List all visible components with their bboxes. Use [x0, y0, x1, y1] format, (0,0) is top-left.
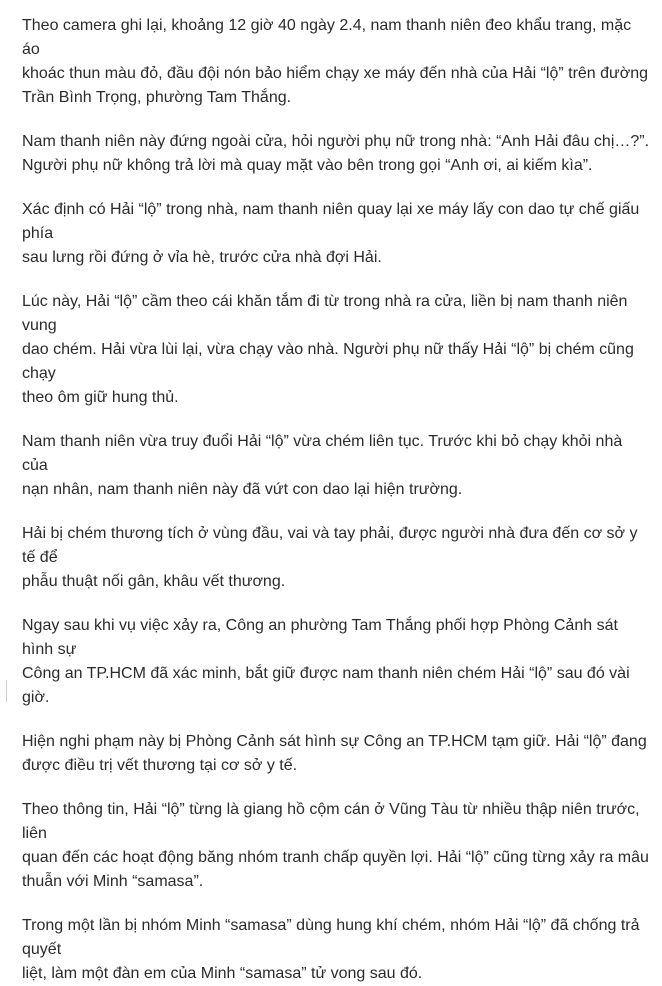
article-paragraph: Ngay sau khi vụ việc xảy ra, Công an phường Tam Thắng phối hợp Phòng Cảnh sát hình sự Công an TP.HCM đã xác minh, bắt giữ được nam thanh niên chém Hải “lộ” sau đó vài giờ.	[22, 617, 630, 706]
article-paragraph: Theo thông tin, Hải “lộ” từng là giang hồ cộm cán ở Vũng Tàu từ nhiều thập niên trước, liên quan đến các hoạt động băng nhóm tranh chấp quyền lợi. Hải “lộ” cũng từng xảy ra mâu thuẫn với Minh “samasa”.	[22, 801, 649, 890]
article-paragraph: Nam thanh niên vừa truy đuổi Hải “lộ” vừa chém liên tục. Trước khi bỏ chạy khỏi nhà của nạn nhân, nam thanh niên này đã vứt con dao lại hiện trường.	[22, 433, 623, 498]
article-paragraph: Xác định có Hải “lộ” trong nhà, nam thanh niên quay lại xe máy lấy con dao tự chế giấu phía sau lưng rồi đứng ở vỉa hè, trước cửa nhà đợi Hải.	[22, 201, 640, 266]
article-paragraph: Hiện nghi phạm này bị Phòng Cảnh sát hình sự Công an TP.HCM tạm giữ. Hải “lộ” đang được điều trị vết thương tại cơ sở y tế.	[22, 733, 647, 774]
article-paragraph: Theo camera ghi lại, khoảng 12 giờ 40 ngày 2.4, nam thanh niên đeo khẩu trang, mặc áo khoác thun màu đỏ, đầu đội nón bảo hiểm chạy xe máy đến nhà của Hải “lộ” trên đường Trần Bình Trọng, phường Tam Thắng.	[22, 17, 649, 106]
article-paragraph: Trong một lần bị nhóm Minh “samasa” dùng hung khí chém, nhóm Hải “lộ” đã chống trả quyết liệt, làm một đàn em của Minh “samasa” tử vong sau đó.	[22, 917, 640, 982]
article-body	[22, 14, 650, 986]
article-paragraph: Lúc này, Hải “lộ” cầm theo cái khăn tắm đi từ trong nhà ra cửa, liền bị nam thanh niên vung dao chém. Hải vừa lùi lại, vừa chạy vào nhà. Người phụ nữ thấy Hải “lộ” bị chém cũng chạy theo ôm giữ hung thủ.	[22, 293, 634, 406]
left-edge-divider	[6, 680, 7, 702]
article-paragraph: Hải bị chém thương tích ở vùng đầu, vai và tay phải, được người nhà đưa đến cơ sở y tế để phẫu thuật nối gân, khâu vết thương.	[22, 525, 638, 590]
article-paragraph: Nam thanh niên này đứng ngoài cửa, hỏi người phụ nữ trong nhà: “Anh Hải đâu chị…?”. Người phụ nữ không trả lời mà quay mặt vào bên trong gọi “Anh ơi, ai kiếm kìa”.	[22, 133, 650, 174]
